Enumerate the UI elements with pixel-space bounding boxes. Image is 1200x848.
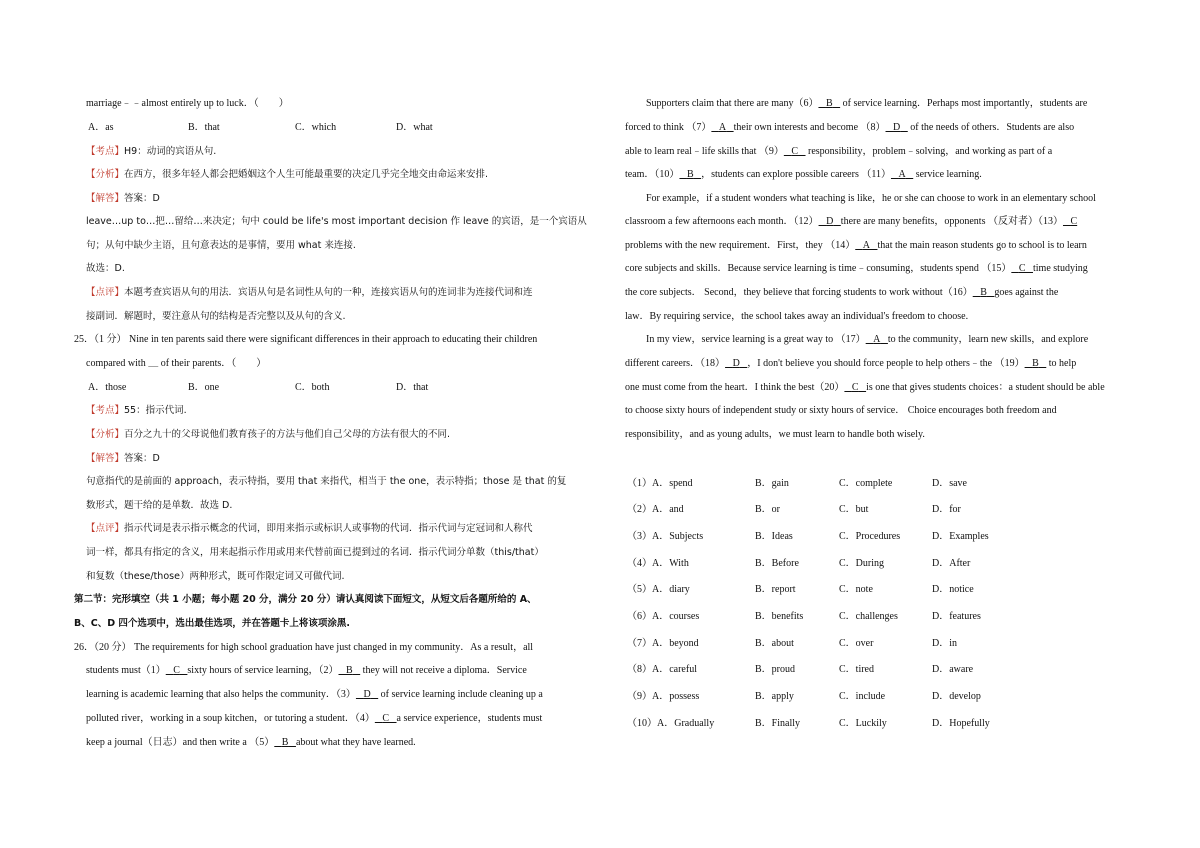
passage-line-6: classroom a few afternoons each month．（12） D there are many benefits，opponents （反对者）（13） C — [625, 216, 1078, 227]
opt-5b: B．report — [755, 584, 796, 595]
opt-9c: C．include — [839, 691, 886, 702]
kaodian-tag: 【考点】 — [86, 146, 125, 157]
q24-dianping-2: 接副词．解题时，要注意从句的结构是否完整以及从句的含义. — [86, 311, 346, 322]
opt-10a: （10）A．Gradually — [627, 718, 715, 729]
q25-option-d: D．that — [396, 382, 429, 393]
opt-9a: （9）A．possess — [627, 691, 700, 702]
blank-answer-4: C — [382, 713, 390, 724]
opt-3c: C．Procedures — [839, 531, 901, 542]
opt-3d: D．Examples — [932, 531, 989, 542]
q25-jieda: 【解答】答案：D — [86, 453, 160, 464]
q24-explanation-2: 句；从句中缺少主语，且句意表达的是事情，要用 what 来连接. — [86, 240, 356, 251]
opt-8b: B．proud — [755, 664, 795, 675]
opt-10c: C．Luckily — [839, 718, 887, 729]
q24-kaodian: 【考点】H9：动词的宾语从句. — [86, 146, 217, 157]
opt-7d: D．in — [932, 638, 957, 649]
opt-7b: B．about — [755, 638, 794, 649]
blank-answer-2: B — [346, 665, 353, 676]
q24-fenxi: 【分析】在西方，很多年轻人都会把婚姻这个人生可能最重要的决定几乎完全地交由命运来安排. — [86, 169, 489, 180]
cloze-line-1: 26．（20 分） The requirements for high school graduation have just changed in my community．As a result，all — [74, 642, 534, 653]
q24-option-b: B．that — [188, 122, 220, 133]
q24-dianping-1: 【点评】本题考查宾语从句的用法．宾语从句是名词性从句的一种，连接宾语从句的连词非为连接代词和连 — [86, 287, 533, 298]
opt-4d: D．After — [932, 558, 971, 569]
q25-dianping-3: 和复数（these/those）两种形式，既可作限定词又可做代词. — [86, 571, 345, 582]
opt-5c: C．note — [839, 584, 873, 595]
section2-heading-2: B、C、D 四个选项中，选出最佳选项，并在答题卡上将该项涂黑. — [74, 618, 351, 629]
opt-6c: C．challenges — [839, 611, 898, 622]
opt-8d: D．aware — [932, 664, 974, 675]
opt-10b: B．Finally — [755, 718, 801, 729]
jieda-tag: 【解答】 — [86, 193, 125, 204]
passage-line-15: responsibility，and as young adults，we must learn to handle both wisely. — [625, 429, 925, 440]
blank-answer-3: D — [363, 689, 371, 700]
opt-6d: D．features — [932, 611, 981, 622]
q24-option-a: A．as — [88, 122, 114, 133]
q25-explanation-2: 数形式，题干给的是单数．故选 D. — [86, 500, 233, 511]
cloze-line-3: learning is academic learning that also helps the community．（3） D of service learning include cleaning up a — [86, 689, 543, 700]
opt-6a: （6）A．courses — [627, 611, 700, 622]
passage-line-1: Supporters claim that there are many（6） B of service learning．Perhaps most importantly，students are — [646, 98, 1088, 109]
q25-option-a: A．those — [88, 382, 127, 393]
opt-2c: C．but — [839, 504, 869, 515]
opt-2d: D．for — [932, 504, 961, 515]
passage-line-7: problems with the new requirement．First，they （14） A that the main reason students go to school is to learn — [625, 240, 1087, 251]
q25-stem-2: compared with ＿ of their parents．（ ） — [86, 358, 267, 369]
dianping-tag: 【点评】 — [86, 287, 125, 298]
passage-line-10: law．By requiring service，the school takes away an individual's freedom to choose. — [625, 311, 969, 322]
q24-explanation-3: 故选：D. — [86, 263, 125, 274]
opt-6b: B．benefits — [755, 611, 804, 622]
passage-line-11: In my view，service learning is a great way to （17） A to the community，learn new skills，and explore — [646, 334, 1089, 345]
cloze-line-2: students must（1） C sixty hours of service learning，（2） B they will not receive a diploma．Service — [86, 665, 527, 676]
fenxi-tag: 【分析】 — [86, 169, 125, 180]
q25-option-b: B．one — [188, 382, 220, 393]
passage-line-8: core subjects and skills．Because service learning is time﹣consuming，students spend （15） C time studying — [625, 263, 1088, 274]
q25-dianping-1: 【点评】指示代词是表示指示概念的代词，即用来指示或标识人或事物的代词．指示代词与定冠词和人称代 — [86, 523, 533, 534]
opt-7a: （7）A．beyond — [627, 638, 699, 649]
q24-option-c: C．which — [295, 122, 337, 133]
opt-2b: B．or — [755, 504, 780, 515]
opt-5d: D．notice — [932, 584, 974, 595]
opt-2a: （2）A．and — [627, 504, 684, 515]
passage-line-4: team．（10） B ，students can explore possible careers （11） A service learning. — [625, 169, 982, 180]
opt-8c: C．tired — [839, 664, 874, 675]
opt-3b: B．Ideas — [755, 531, 793, 542]
passage-line-14: to choose sixty hours of independent study or sixty hours of service． Choice encourages both freedom and — [625, 405, 1057, 416]
passage-line-9: the core subjects． Second，they believe that forcing students to work without（16） B goes against the — [625, 287, 1059, 298]
cloze-line-5: keep a journal（日志）and then write a （5） B about what they have learned. — [86, 737, 416, 748]
q24-stem: marriage﹣﹣almost entirely up to luck．（ ） — [86, 98, 289, 109]
opt-7c: C．over — [839, 638, 874, 649]
opt-5a: （5）A．diary — [627, 584, 690, 595]
q24-explanation-1: leave…up to…把…留给…来决定；句中 could be life's most important decision 作 leave 的宾语，是一个宾语从 — [86, 216, 587, 227]
section2-heading-1: 第二节：完形填空（共 1 小题；每小题 20 分，满分 20 分）请认真阅读下面短文，从短文后各题所给的 A、 — [74, 594, 537, 605]
passage-line-2: forced to think （7） A their own interests and become （8） D of the needs of others．Students are also — [625, 122, 1075, 133]
blank-answer-5: B — [281, 737, 289, 748]
q25-kaodian: 【考点】55：指示代词. — [86, 405, 187, 416]
passage-line-5: For example，if a student wonders what teaching is like，he or she can choose to work in an elementary school — [646, 193, 1096, 204]
q25-fenxi: 【分析】百分之九十的父母说他们教育孩子的方法与他们自己父母的方法有很大的不同. — [86, 429, 451, 440]
q25-stem-1: 25．（1 分） Nine in ten parents said there were significant differences in their approach to educating their children — [74, 334, 538, 345]
q25-explanation-1: 句意指代的是前面的 approach，表示特指，要用 that 来指代，相当于 the one，表示特指；those 是 that 的复 — [86, 476, 567, 487]
opt-8a: （8）A．careful — [627, 664, 697, 675]
opt-4a: （4）A．With — [627, 558, 689, 569]
opt-1c: C．complete — [839, 478, 893, 489]
opt-4c: C．During — [839, 558, 884, 569]
opt-9d: D．develop — [932, 691, 981, 702]
passage-line-12: different careers．（18） D ，I don't believe you should force people to help others﹣the （19） B to help — [625, 358, 1077, 369]
opt-3a: （3）A．Subjects — [627, 531, 704, 542]
opt-4b: B．Before — [755, 558, 799, 569]
opt-1a: （1）A．spend — [627, 478, 693, 489]
opt-1d: D．save — [932, 478, 967, 489]
blank-answer-1: C — [173, 665, 180, 676]
opt-9b: B．apply — [755, 691, 794, 702]
q25-option-c: C．both — [295, 382, 330, 393]
cloze-line-4: polluted river，working in a soup kitchen，or tutoring a student．（4） C a service experience，students must — [86, 713, 543, 724]
q24-option-d: D．what — [396, 122, 433, 133]
q24-jieda: 【解答】答案：D — [86, 193, 160, 204]
opt-1b: B．gain — [755, 478, 789, 489]
q25-dianping-2: 词一样，都具有指定的含义，用来起指示作用或用来代替前面已提到过的名词．指示代词分单数（this/that） — [86, 547, 544, 558]
passage-line-13: one must come from the heart．I think the best（20） C is one that gives students choices：a student should be able — [625, 382, 1105, 393]
passage-line-3: able to learn real﹣life skills that （9） C responsibility，problem﹣solving，and working as part of a — [625, 146, 1053, 157]
opt-10d: D．Hopefully — [932, 718, 990, 729]
